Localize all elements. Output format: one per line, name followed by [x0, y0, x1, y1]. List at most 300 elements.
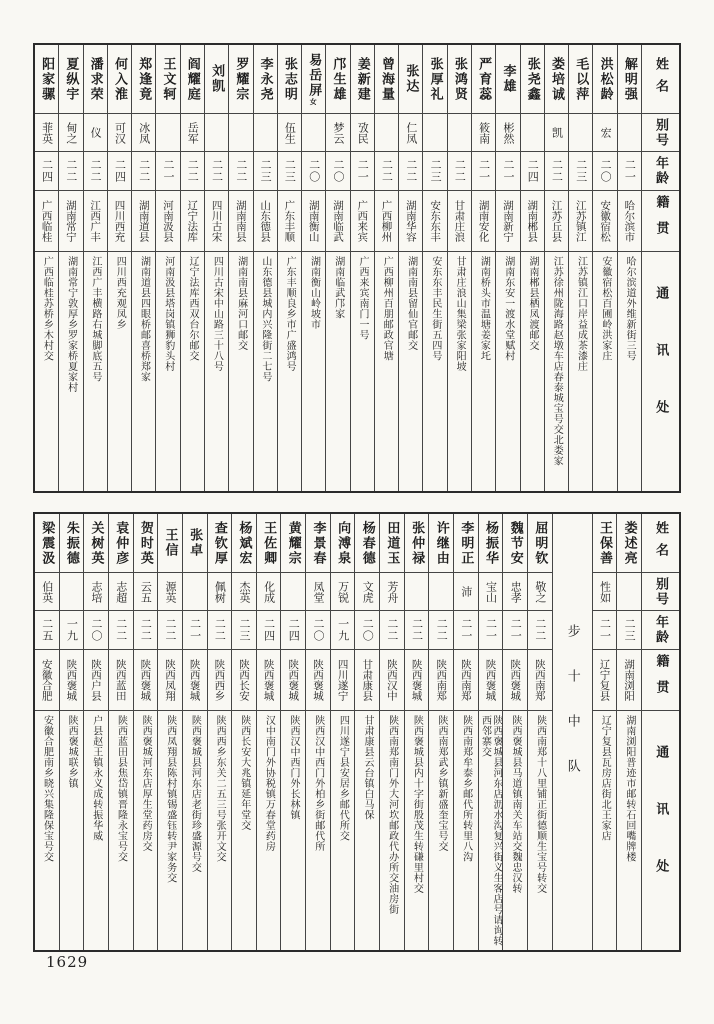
person-age	[503, 611, 527, 650]
person-name-text: 王信	[162, 528, 178, 558]
person-age	[254, 152, 277, 191]
person-column	[205, 45, 229, 491]
group-label	[553, 514, 592, 950]
person-native-place	[472, 191, 495, 252]
person-age-text: 二二	[380, 159, 394, 183]
person-native-place-text: 陕西西乡	[213, 659, 226, 701]
person-age	[35, 152, 58, 191]
person-name	[60, 514, 84, 573]
person-age	[521, 152, 544, 191]
person-address	[208, 711, 232, 950]
gender-note: 女	[309, 98, 319, 105]
person-name-text: 洪松龄	[597, 56, 613, 102]
person-native-place	[380, 650, 404, 711]
person-alias-text: 性如	[598, 580, 612, 603]
person-name-text: 李明正	[458, 520, 474, 566]
person-native-place-text: 湖南临武	[331, 200, 344, 242]
person-age-text: 二二	[164, 618, 178, 642]
person-column	[108, 45, 132, 491]
person-address-text: 陕西蓝田县焦岱镇晋隆永宝号交	[115, 715, 127, 862]
person-address	[278, 252, 301, 491]
person-name-text: 夏纵宇	[63, 56, 79, 102]
person-alias	[545, 114, 568, 152]
person-address	[183, 711, 207, 950]
person-name-text: 杨振华	[483, 520, 499, 566]
person-native-place-text: 陕西褒城	[262, 659, 275, 701]
person-alias-text: 梦云	[331, 121, 345, 144]
person-column	[232, 514, 257, 950]
person-age	[278, 152, 301, 191]
person-age-text: 二四	[40, 159, 54, 183]
person-native-place	[281, 650, 305, 711]
person-name	[472, 45, 495, 114]
person-name-text: 张仲禄	[409, 520, 425, 566]
person-address-text: 户县赵王镇永义成转振华威	[90, 715, 102, 841]
person-native-place	[521, 191, 544, 252]
person-age	[84, 152, 107, 191]
person-column	[399, 45, 423, 491]
header-alias	[642, 573, 679, 611]
person-address-text: 陕西长安大兆镇延年堂交	[238, 715, 250, 831]
person-alias	[593, 114, 616, 152]
person-name-text: 张鸿贤	[451, 56, 467, 102]
person-address-text: 湖南浏阳普迹市邮转石回嘴牌楼	[623, 715, 635, 862]
person-native-place	[569, 191, 592, 252]
person-native-place	[503, 650, 527, 711]
person-column	[84, 514, 109, 950]
person-name-text: 朱振德	[63, 520, 79, 566]
person-address	[331, 711, 355, 950]
person-age-text: 二一	[356, 159, 370, 183]
person-alias	[108, 114, 131, 152]
person-column	[306, 514, 331, 950]
person-name-text: 张卓	[187, 528, 203, 558]
person-age-text: 二二	[435, 618, 449, 642]
person-native-place-text: 陕西长安	[237, 659, 250, 701]
person-age	[569, 152, 592, 191]
person-name	[208, 514, 232, 573]
person-age-text: 二二	[533, 618, 547, 642]
person-age	[108, 152, 131, 191]
person-alias-text: 杰英	[237, 580, 251, 603]
person-alias-text: 菲英	[40, 121, 54, 144]
person-native-place	[257, 650, 281, 711]
person-native-place	[479, 650, 503, 711]
person-native-place	[593, 191, 616, 252]
person-name	[205, 45, 228, 114]
person-age	[181, 152, 204, 191]
person-alias	[380, 573, 404, 611]
person-age-text: 二二	[89, 159, 103, 183]
person-age	[472, 152, 495, 191]
person-name	[399, 45, 422, 114]
person-native-place-text: 陕西南郑	[435, 659, 448, 701]
person-native-place	[108, 191, 131, 252]
person-native-place-text: 安徽宿松	[599, 200, 612, 242]
person-address-text: 广西柳州百朋邮政官塘	[381, 256, 393, 361]
person-alias	[355, 573, 379, 611]
person-age	[257, 611, 281, 650]
person-native-place	[528, 650, 552, 711]
person-address-text: 江苏镇江口岸益成茶漆庄	[575, 256, 587, 372]
person-alias-text: 仁凤	[404, 121, 418, 144]
person-age-text: 二四	[262, 618, 276, 642]
person-column	[375, 45, 399, 491]
person-age-text: 二二	[64, 159, 78, 183]
person-address-text: 陕西汉中西门外柏乡街邮代所	[312, 715, 324, 852]
person-alias	[134, 573, 158, 611]
person-native-place	[208, 650, 232, 711]
person-column	[183, 514, 208, 950]
person-name	[158, 514, 182, 573]
person-address-text: 甘肃庄浪山集梁张家阳坡	[454, 256, 466, 372]
person-name-text: 何入淮	[111, 56, 127, 102]
person-column	[281, 514, 306, 950]
person-native-place	[183, 650, 207, 711]
person-alias	[132, 114, 155, 152]
person-native-place	[35, 650, 59, 711]
person-address-text: 陕西南郑牟泰乡邮代所转里八沟	[460, 715, 472, 862]
person-name-text: 屈明钦	[532, 520, 548, 566]
person-column	[521, 45, 545, 491]
person-name	[278, 45, 301, 114]
person-alias	[331, 573, 355, 611]
person-address-text: 广西临桂苏桥乡木村交	[41, 256, 53, 361]
person-age	[306, 611, 330, 650]
person-column	[35, 45, 59, 491]
person-alias-text: 攷民	[356, 121, 370, 144]
person-native-place	[232, 650, 256, 711]
person-name-text: 张志明	[281, 56, 297, 102]
person-name	[281, 514, 305, 573]
person-native-place-text: 陕西蓝田	[114, 659, 127, 701]
person-name	[156, 45, 179, 114]
person-age	[593, 152, 616, 191]
person-name	[35, 45, 58, 114]
person-age-text: 二二	[234, 159, 248, 183]
person-native-place	[375, 191, 398, 252]
person-native-place-text: 陕西褒城	[139, 659, 152, 701]
person-native-place-text: 江西广丰	[89, 200, 102, 242]
person-alias-text: 彬然	[501, 121, 515, 144]
person-native-place-text: 湖南浏阳	[623, 659, 636, 701]
person-column	[617, 514, 642, 950]
person-native-place-text: 四川遂宁	[336, 659, 349, 701]
person-name-text: 李永尧	[257, 56, 273, 102]
person-name	[569, 45, 592, 114]
person-name	[617, 514, 641, 573]
person-column	[528, 514, 553, 950]
person-native-place	[254, 191, 277, 252]
person-name-text: 阎耀庭	[184, 56, 200, 102]
person-address-text: 四川西充观凤乡	[114, 256, 126, 330]
person-age-text: 二二	[186, 159, 200, 183]
person-column	[448, 45, 472, 491]
person-address	[423, 252, 446, 491]
person-name-text: 潘求荣	[87, 56, 103, 102]
person-address-text: 哈尔滨道外维新街三号	[624, 256, 636, 361]
person-alias-text: 凯	[550, 127, 564, 138]
person-address	[593, 711, 617, 950]
person-age	[429, 611, 453, 650]
person-native-place-text: 哈尔滨市	[623, 200, 636, 242]
person-address	[35, 252, 58, 491]
person-native-place-text: 安东东丰	[429, 200, 442, 242]
person-alias	[254, 114, 277, 152]
person-name-text: 王文轲	[160, 56, 176, 102]
person-alias	[528, 573, 552, 611]
person-age-text: 二二	[213, 618, 227, 642]
person-address-text: 安东东丰民生街五四号	[429, 256, 441, 361]
person-age	[448, 152, 471, 191]
person-age	[183, 611, 207, 650]
person-alias	[454, 573, 478, 611]
person-age-text: 二五	[40, 618, 54, 642]
person-column	[254, 45, 278, 491]
header-address	[642, 252, 679, 491]
person-native-place	[134, 650, 158, 711]
header-native-text: 籍贯	[653, 195, 669, 247]
person-column	[380, 514, 405, 950]
person-native-place-text: 湖南道县	[137, 200, 150, 242]
person-address	[528, 711, 552, 950]
person-age	[454, 611, 478, 650]
person-native-place-text: 陕西褒城	[484, 659, 497, 701]
person-name	[108, 45, 131, 114]
person-alias-text: 宏	[599, 127, 613, 138]
person-column	[496, 45, 520, 491]
person-address	[254, 252, 277, 491]
person-alias	[281, 573, 305, 611]
person-alias-text: 文虎	[361, 580, 375, 603]
person-address-text: 湖南东安一渡水堂赋村	[502, 256, 514, 361]
person-age-text: 二〇	[307, 159, 321, 183]
person-address-text: 陕西汉中西门外长林镇	[288, 715, 300, 820]
person-age	[545, 152, 568, 191]
person-address	[569, 252, 592, 491]
person-name	[257, 514, 281, 573]
person-address-text: 陕西褒城联乡镇	[66, 715, 78, 789]
person-address-text: 安徽合肥南乡晓兴集隆保宝号交	[41, 715, 53, 862]
person-alias	[156, 114, 179, 152]
person-age	[208, 611, 232, 650]
person-column	[405, 514, 430, 950]
person-native-place-text: 安徽合肥	[40, 659, 53, 701]
person-native-place-text: 广东丰顺	[283, 200, 296, 242]
person-age	[399, 152, 422, 191]
person-native-place	[84, 650, 108, 711]
person-native-place-text: 湖南安化	[477, 200, 490, 242]
person-column	[479, 514, 504, 950]
person-column	[331, 514, 356, 950]
person-name-text: 解明强	[621, 56, 637, 102]
person-name	[331, 514, 355, 573]
person-address-text: 江苏徐州陇海路赵墩车店春泰城宝号交北娄家	[551, 256, 563, 466]
person-native-place	[158, 650, 182, 711]
person-age-text: 二三	[259, 159, 273, 183]
person-age-text: 二一	[477, 159, 491, 183]
person-column	[158, 514, 183, 950]
person-name	[229, 45, 252, 114]
person-alias	[569, 114, 592, 152]
person-address	[205, 252, 228, 491]
person-name-text: 贺时英	[137, 520, 153, 566]
person-native-place-text: 湖南常宁	[64, 200, 77, 242]
header-age	[642, 152, 679, 191]
person-native-place	[355, 650, 379, 711]
person-alias	[109, 573, 133, 611]
person-alias	[232, 573, 256, 611]
person-column	[59, 45, 83, 491]
person-column	[60, 514, 85, 950]
person-age	[132, 152, 155, 191]
person-name-text: 梁震汲	[39, 520, 55, 566]
person-alias	[503, 573, 527, 611]
person-age-text: 二二	[114, 618, 128, 642]
person-alias-text: 沛	[459, 586, 473, 597]
person-native-place-text: 陕西褒城	[188, 659, 201, 701]
person-address-text: 湖南道县四眼桥邮喜桥郑家	[138, 256, 150, 382]
person-alias-text: 佩树	[213, 580, 227, 603]
person-native-place-text: 陕西南郑	[533, 659, 546, 701]
person-alias	[423, 114, 446, 152]
person-native-place	[326, 191, 349, 252]
person-age-text: 二〇	[331, 159, 345, 183]
header-address-text: 通讯处	[653, 745, 669, 916]
person-address	[326, 252, 349, 491]
person-age-text: 二三	[237, 618, 251, 642]
person-address-text: 辽宁法库西双台尔邮交	[187, 256, 199, 361]
person-column	[593, 45, 617, 491]
group-label-text: 步十中队	[564, 624, 580, 804]
person-column	[208, 514, 233, 950]
person-address	[60, 711, 84, 950]
person-alias	[618, 114, 641, 152]
person-address	[479, 711, 503, 950]
person-alias	[257, 573, 281, 611]
person-address-text: 湖南桥头市温塘姜家圫	[478, 256, 490, 361]
person-native-place	[399, 191, 422, 252]
header-native-text: 籍贯	[653, 654, 669, 706]
person-name-text: 娄述亮	[621, 520, 637, 566]
header-native	[642, 650, 679, 711]
header-column	[642, 514, 679, 950]
person-age-text: 二一	[598, 618, 612, 642]
person-name-text: 刘凯	[209, 64, 225, 94]
person-name	[306, 514, 330, 573]
person-native-place-text: 广西来宾	[356, 200, 369, 242]
person-age	[84, 611, 108, 650]
person-age	[59, 152, 82, 191]
person-alias	[183, 573, 207, 611]
person-name-text: 袁仲彦	[113, 520, 129, 566]
person-address	[375, 252, 398, 491]
person-native-place	[181, 191, 204, 252]
person-age	[496, 152, 519, 191]
person-name	[183, 514, 207, 573]
person-address-text: 陕西南郑十八里铺正街德顺生宝号转交	[534, 715, 546, 894]
person-address	[545, 252, 568, 491]
person-alias	[351, 114, 374, 152]
person-name-text: 查钦厚	[211, 520, 227, 566]
person-alias	[496, 114, 519, 152]
person-name	[232, 514, 256, 573]
person-alias	[181, 114, 204, 152]
person-address-text: 四川遂宁县安居乡邮代所交	[337, 715, 349, 841]
person-alias	[306, 573, 330, 611]
person-age	[528, 611, 552, 650]
person-name	[59, 45, 82, 114]
person-address-text: 陕西褒城县内十字街殷茂生转磏里村交	[411, 715, 423, 894]
person-address-text: 湖南临武邝家	[332, 256, 344, 319]
person-age-text: 二四	[526, 159, 540, 183]
person-age-text: 二〇	[90, 618, 104, 642]
person-column	[132, 45, 156, 491]
person-age	[593, 611, 617, 650]
person-address	[181, 252, 204, 491]
person-alias-text: 云五	[139, 580, 153, 603]
header-name-text: 姓名	[653, 57, 668, 101]
person-column	[355, 514, 380, 950]
person-alias	[60, 573, 84, 611]
person-address	[84, 252, 107, 491]
person-age	[375, 152, 398, 191]
person-address	[59, 252, 82, 491]
person-age-text: 二三	[283, 159, 297, 183]
header-native	[642, 191, 679, 252]
person-native-place-text: 陕西褒城	[65, 659, 78, 701]
person-alias-text: 芳舟	[385, 580, 399, 603]
person-alias-text: 凤堂	[311, 580, 325, 603]
person-name-text: 向溥泉	[335, 520, 351, 566]
header-age-text: 年龄	[653, 156, 668, 186]
person-native-place-text: 江苏镇江	[574, 200, 587, 242]
page-number: 1629	[46, 953, 89, 971]
person-native-place	[545, 191, 568, 252]
person-address	[448, 252, 471, 491]
person-age	[158, 611, 182, 650]
person-native-place	[496, 191, 519, 252]
person-address	[306, 711, 330, 950]
person-age-text: 二〇	[599, 159, 613, 183]
person-alias	[429, 573, 453, 611]
person-native-place	[229, 191, 252, 252]
person-age-text: 二一	[188, 618, 202, 642]
person-alias	[35, 114, 58, 152]
person-age	[351, 152, 374, 191]
person-name-text: 易岳屏女	[306, 53, 322, 105]
person-column	[423, 45, 447, 491]
person-address	[351, 252, 374, 491]
person-name-text: 姜新建	[354, 56, 370, 102]
person-name-text: 张达	[403, 64, 419, 94]
person-native-place	[423, 191, 446, 252]
person-native-place-text: 四川西充	[113, 200, 126, 242]
person-alias-text: 宝山	[484, 580, 498, 603]
person-address	[132, 252, 155, 491]
person-age	[35, 611, 59, 650]
person-native-place-text: 四川古宋	[210, 200, 223, 242]
person-name	[405, 514, 429, 573]
person-native-place	[448, 191, 471, 252]
person-age-text: 二一	[484, 618, 498, 642]
directory-table	[33, 43, 681, 952]
person-native-place	[132, 191, 155, 252]
person-name	[521, 45, 544, 114]
person-address	[429, 711, 453, 950]
person-native-place-text: 山东德县	[259, 200, 272, 242]
person-address	[618, 252, 641, 491]
